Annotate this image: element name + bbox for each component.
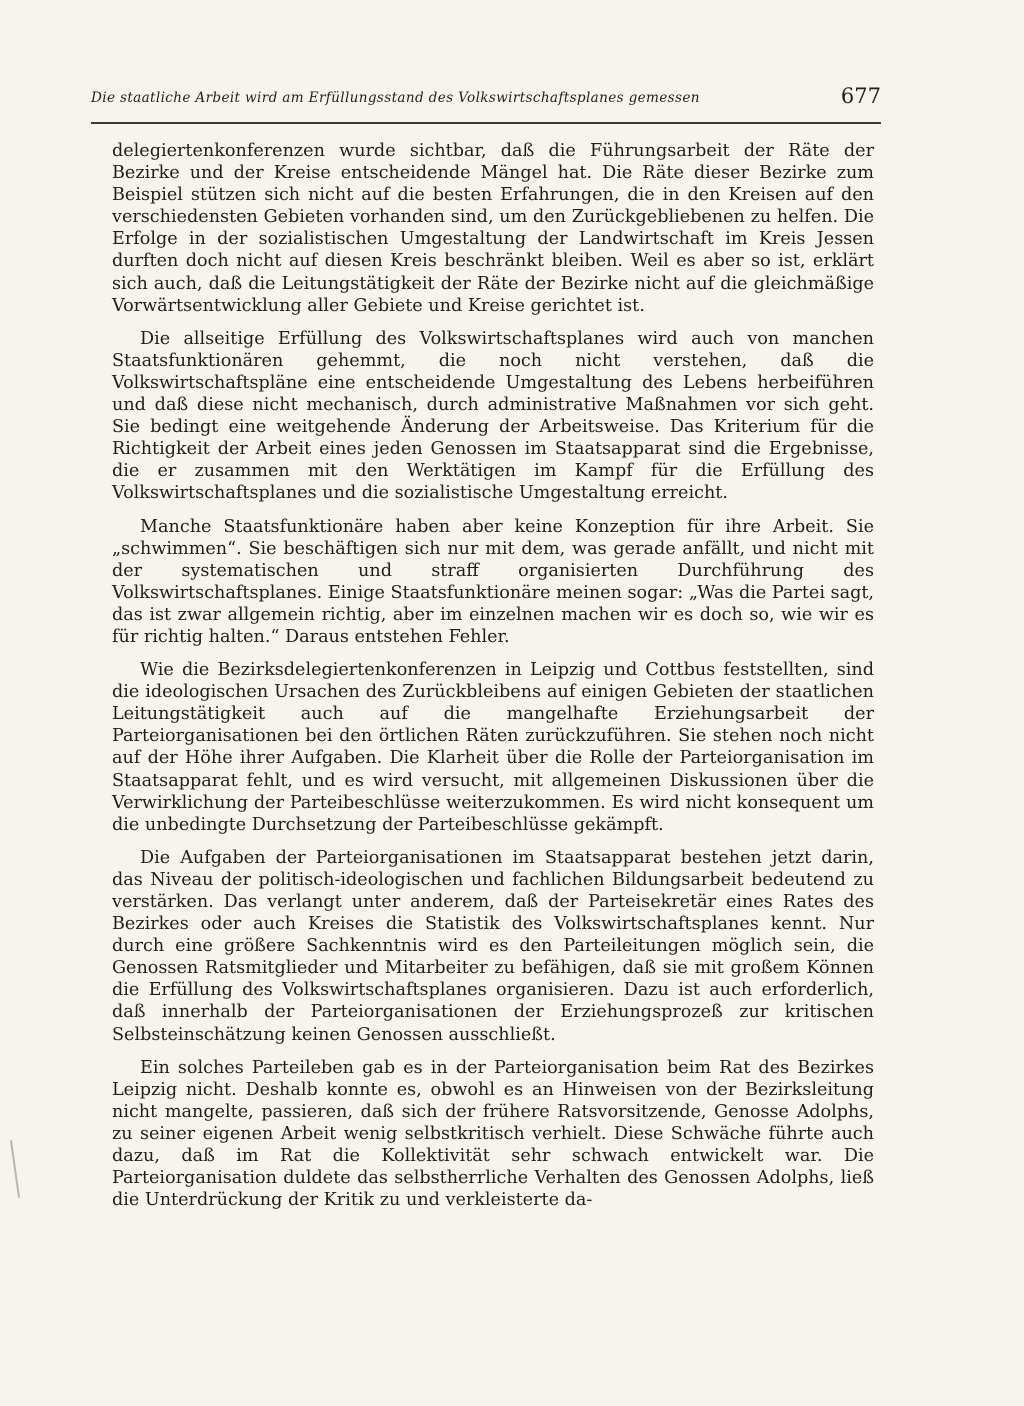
paragraph: Manche Staatsfunktionäre haben aber keine Konzeption für ihre Arbeit. Sie „schwimmen“. Sie beschäftigen sich nur mit dem, was gerade anfällt, und nicht mit der systematischen und straff organisierten Durchführung des Volkswirtschaftsplanes. Einige Staatsfunktionäre meinen sogar: „Was die Partei sagt, das ist zwar allgemein richtig, aber im einzelnen machen wir es doch so, wie wir es für richtig halten.“ Daraus entstehen Fehler. <box>112 516 874 647</box>
body-text <box>112 140 874 1222</box>
paragraph: Die allseitige Erfüllung des Volkswirtschaftsplanes wird auch von manchen Staatsfunktionären gehemmt, die noch nicht verstehen, daß die Volkswirtschaftspläne eine entscheidende Umgestaltung des Lebens herbeiführen und daß diese nicht mechanisch, durch administrative Maßnahmen vor sich geht. Sie bedingt eine weitgehende Änderung der Arbeitsweise. Das Kriterium für die Richtigkeit der Arbeit eines jeden Genossen im Staatsapparat sind die Ergebnisse, die er zusammen mit den Werktätigen im Kampf für die Erfüllung des Volkswirtschaftsplanes und die sozialistische Umgestaltung erreicht. <box>112 328 874 504</box>
paragraph: Wie die Bezirksdelegiertenkonferenzen in Leipzig und Cottbus feststellten, sind die ideologischen Ursachen des Zurückbleibens auf einigen Gebieten der staatlichen Leitungstätigkeit auch auf die mangelhafte Erziehungsarbeit der Parteiorganisationen bei den örtlichen Räten zurückzuführen. Sie stehen noch nicht auf der Höhe ihrer Aufgaben. Die Klarheit über die Rolle der Parteiorganisation im Staatsapparat fehlt, und es wird versucht, mit allgemeinen Diskussionen über die Verwirklichung der Parteibeschlüsse weiterzukommen. Es wird nicht konsequent um die unbedingte Durchsetzung der Parteibeschlüsse gekämpft. <box>112 660 874 835</box>
paragraph: delegiertenkonferenzen wurde sichtbar, daß die Führungsarbeit der Räte der Bezirke und der Kreise entscheidende Mängel hat. Die Räte dieser Bezirke zum Beispiel stützen sich nicht auf die besten Erfahrungen, die in den Kreisen auf den verschiedensten Gebieten vorhanden sind, um den Zurückgebliebenen zu helfen. Die Erfolge in der sozialistischen Umgestaltung der Landwirtschaft im Kreis Jessen durften doch nicht auf diesen Kreis beschränkt bleiben. Weil es aber so ist, erklärt sich auch, daß die Leitungstätigkeit der Räte der Bezirke nicht auf die gleichmäßige Vorwärtsentwicklung aller Gebiete und Kreise gerichtet ist. <box>112 141 874 316</box>
page-number: 677 <box>840 84 881 108</box>
running-title: Die staatliche Arbeit wird am Erfüllungsstand des Volkswirtschaftsplanes gemessen <box>91 90 700 106</box>
paragraph: Ein solches Parteileben gab es in der Parteiorganisation beim Rat des Bezirkes Leipzig nicht. Deshalb konnte es, obwohl es an Hinweisen von der Bezirksleitung nicht mangelte, passieren, daß sich der frühere Ratsvorsitzende, Genosse Adolphs, zu seiner eigenen Arbeit wenig selbstkritisch verhielt. Diese Schwäche führte auch dazu, daß im Rat die Kollektivität sehr schwach entwickelt war. Die Parteiorganisation duldete das selbstherrliche Verhalten des Genossen Adolphs, ließ die Unterdrückung der Kritik zu und verkleisterte da- <box>112 1057 874 1211</box>
paragraph: Die Aufgaben der Parteiorganisationen im Staatsapparat bestehen jetzt darin, das Niveau der politisch-ideologischen und fachlichen Bildungsarbeit bedeutend zu verstärken. Das verlangt unter anderem, daß der Parteisekretär eines Rates des Bezirkes oder auch Kreises die Statistik des Volkswirtschaftsplanes kennt. Nur durch eine größere Sachkenntnis wird es den Parteileitungen möglich sein, die Genossen Ratsmitglieder und Mitarbeiter zu befähigen, daß sie mit großem Können die Erfüllung des Volkswirtschaftsplanes organisieren. Dazu ist auch erforderlich, daß innerhalb der Parteiorganisationen der Erziehungsprozeß zur kritischen Selbsteinschätzung keinen Genossen ausschließt. <box>112 847 874 1045</box>
margin-pencil-mark <box>10 1140 20 1198</box>
running-header <box>91 84 881 124</box>
